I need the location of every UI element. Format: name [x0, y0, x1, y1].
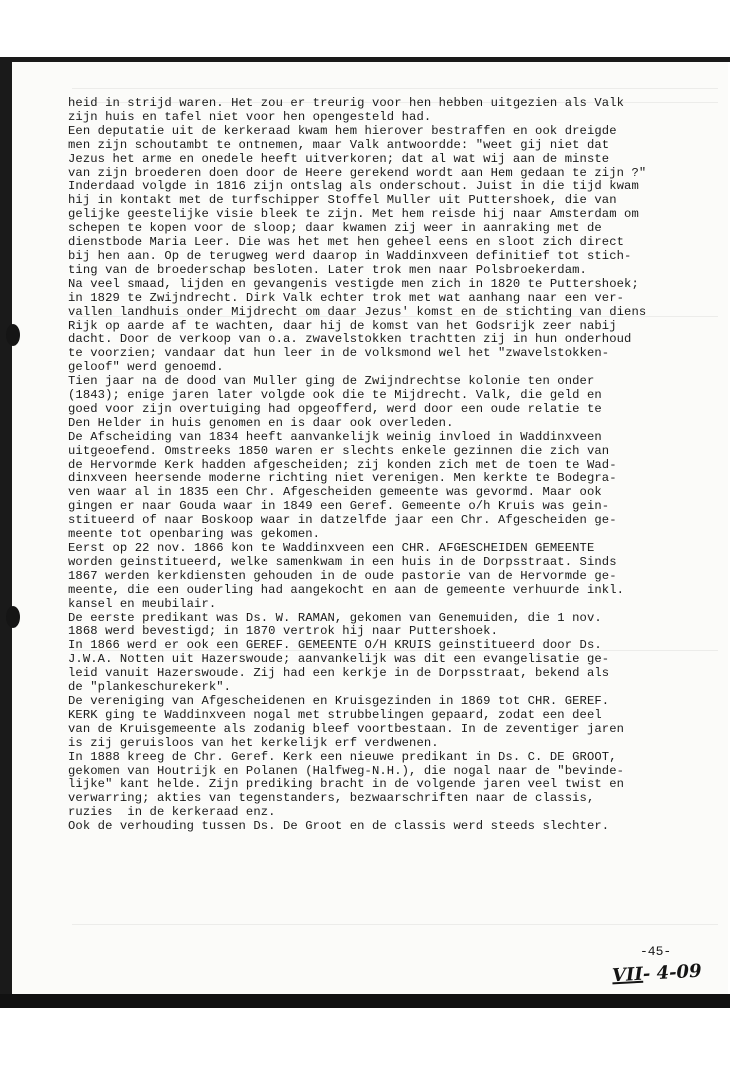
text-line: 1868 werd bevestigd; in 1870 vertrok hij naar Puttershoek.	[68, 624, 498, 639]
text-line: Ook de verhouding tussen Ds. De Groot en de classis werd steeds slechter.	[68, 819, 610, 834]
text-line: hij in kontakt met de turfschipper Stoffel Muller uit Puttershoek, die van	[68, 193, 617, 208]
text-line: De vereniging van Afgescheidenen en Kruisgezinden in 1869 tot CHR. GEREF.	[68, 693, 610, 708]
text-line: dinxveen heersende moderne richting niet verenigen. Men kerkte te Bodegra-	[68, 471, 617, 486]
text-line: gekomen van Houtrijk en Polanen (Halfweg-N.H.), die nogal naar de "bevinde-	[68, 763, 625, 778]
text-line: Tien jaar na de dood van Muller ging de Zwijndrechtse kolonie ten onder	[68, 374, 595, 389]
text-line: is zij geruisloos van het kerkelijk erf verdwenen.	[68, 735, 439, 750]
text-line: In 1888 kreeg de Chr. Geref. Kerk een nieuwe predikant in Ds. C. DE GROOT,	[68, 749, 617, 764]
text-line: Rijk op aarde af te wachten, daar hij de komst van het Godsrijk zeer nabij	[68, 318, 617, 333]
text-line: bij hen aan. Op de terugweg werd daarop in Waddinxveen definitief tot stich-	[68, 248, 632, 263]
text-line: Den Helder in huis genomen en is daar ook overleden.	[68, 415, 454, 430]
text-line: ven waar al in 1835 een Chr. Afgescheiden gemeente was gevormd. Maar ook	[68, 485, 602, 500]
text-line: (1843); enige jaren later volgde ook die te Mijdrecht. Valk, die geld en	[68, 388, 602, 403]
text-line: gingen er naar Gouda waar in 1849 een Geref. Gemeente o/h Kruis was gein-	[68, 499, 610, 514]
text-line: meente, die een ouderling had aangekocht en aan de gemeente verhuurde inkl.	[68, 582, 625, 597]
show-through-line	[72, 924, 718, 925]
text-line: ting van de broederschap besloten. Later trok men naar Polsbroekerdam.	[68, 262, 587, 277]
text-line: de "plankeschurekerk".	[68, 680, 232, 695]
text-line: men zijn schoutambt te ontnemen, maar Valk antwoordde: "weet gij niet dat	[68, 137, 610, 152]
scan-border-left	[0, 57, 12, 1007]
text-line: goed voor zijn overtuiging had opgeofferd, werd door een oude relatie te	[68, 401, 602, 416]
text-line: meente tot openbaring was gekomen.	[68, 527, 321, 542]
archive-reference-roman: VII	[611, 963, 644, 987]
text-line: van de Kruisgemeente als zodanig bleef voortbestaan. In de zeventiger jaren	[68, 721, 625, 736]
text-line: gelijke geestelijke visie bleek te zijn. Met hem reisde hij naar Amsterdam om	[68, 207, 639, 222]
text-line: dienstbode Maria Leer. Die was het met hen geheel eens en sloot zich direct	[68, 235, 625, 250]
text-line: heid in strijd waren. Het zou er treurig voor hen hebben uitgezien als Valk	[68, 96, 625, 110]
text-line: te voorzien; vandaar dat hun leer in de volksmond wel het "zwavelstokken-	[68, 346, 610, 361]
text-line: ruzies in de kerkeraad enz.	[68, 805, 276, 820]
text-line: De eerste predikant was Ds. W. RAMAN, gekomen van Genemuiden, die 1 nov.	[68, 610, 602, 625]
page-number: -45-	[640, 944, 672, 959]
text-line: dacht. Door de verkoop van o.a. zwavelstokken trachtten zij in hun onderhoud	[68, 332, 632, 347]
scan-border-bottom	[0, 994, 730, 1008]
text-line: Eerst op 22 nov. 1866 kon te Waddinxveen een CHR. AFGESCHEIDEN GEMEENTE	[68, 541, 595, 555]
text-line: 1867 werden kerkdiensten gehouden in de oude pastorie van de Hervormde ge-	[68, 568, 617, 583]
text-line: Inderdaad volgde in 1816 zijn ontslag als onderschout. Juist in die tijd kwam	[68, 179, 639, 194]
archive-reference-number: - 4-09	[642, 960, 703, 985]
text-line: zijn huis en tafel niet voor hen opengesteld had.	[68, 109, 432, 124]
text-line: lijke" kant helde. Zijn prediking bracht in de volgende jaren veel twist en	[68, 777, 625, 792]
text-line: de Hervormde Kerk hadden afgescheiden; zij konden zich met de toen te Wad-	[68, 457, 617, 472]
text-line: schepen te kopen voor de sloop; daar kwamen zij weer in aanraking met de	[68, 221, 602, 236]
text-line: KERK ging te Waddinxveen nogal met strubbelingen gepaard, zodat een deel	[68, 707, 602, 722]
text-line: geloof" werd genoemd.	[68, 360, 224, 375]
text-line: uitgeoefend. Omstreeks 1850 waren er slechts enkele gezinnen die zich van	[68, 443, 610, 458]
text-line: In 1866 werd er ook een GEREF. GEMEENTE O/H KRUIS geinstitueerd door Ds.	[68, 638, 602, 653]
punch-hole-top	[6, 324, 20, 346]
show-through-line	[72, 88, 718, 89]
text-line: Een deputatie uit de kerkeraad kwam hem hierover bestraffen en ook dreigde	[68, 123, 617, 138]
text-line: in 1829 te Zwijndrecht. Dirk Valk echter trok met wat aanhang naar een ver-	[68, 290, 625, 305]
text-line: van zijn broederen doen door de Heere gerekend wordt aan Hem gedaan te zijn ?"	[68, 165, 647, 180]
text-line: stitueerd of naar Boskoop waar in datzelfde jaar een Chr. Afgescheiden ge-	[68, 513, 617, 528]
punch-hole-bottom	[6, 606, 20, 628]
text-line: leid vanuit Hazerswoude. Zij had een kerkje in de Dorpsstraat, bekend als	[68, 666, 610, 681]
body-text	[68, 97, 704, 834]
text-line: Na veel smaad, lijden en gevangenis vestigde men zich in 1820 te Puttershoek;	[68, 276, 639, 291]
text-line: kansel en meubilair.	[68, 596, 217, 611]
text-line: verwarring; akties van tegenstanders, bezwaarschriften naar de classis,	[68, 791, 595, 806]
text-line: J.W.A. Notten uit Hazerswoude; aanvankelijk was dit een evangelisatie ge-	[68, 652, 610, 667]
text-line: vallen landhuis onder Mijdrecht om daar Jezus' komst en de stichting van diens	[68, 304, 647, 319]
text-line: De Afscheiding van 1834 heeft aanvankelijk weinig invloed in Waddinxveen	[68, 429, 602, 444]
text-line: Jezus het arme en onedele heeft uitverkoren; dat al wat wij aan de minste	[68, 151, 610, 166]
text-line: worden geinstitueerd, welke samenkwam in een huis in de Dorpsstraat. Sinds	[68, 554, 617, 569]
